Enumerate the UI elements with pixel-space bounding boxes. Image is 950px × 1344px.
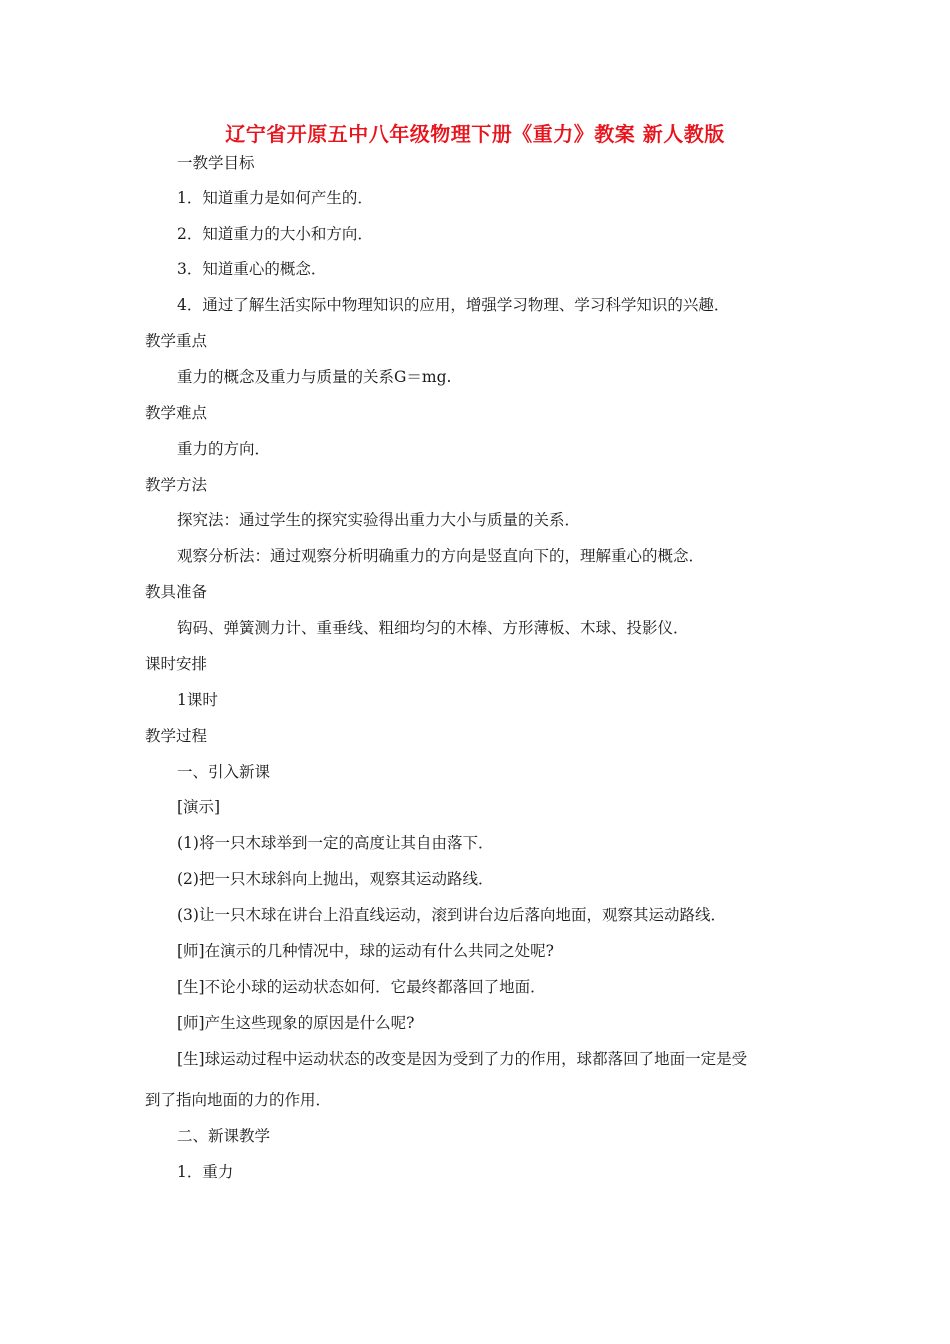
process-line: 1．重力 [177, 1163, 234, 1181]
process-line: 到了指向地面的力的作用． [145, 1091, 332, 1109]
process-heading: 教学过程 [145, 727, 208, 745]
difficulties-heading: 教学难点 [145, 404, 208, 422]
key-points-text: 重力的概念及重力与质量的关系G＝mg. [177, 368, 452, 386]
methods-heading: 教学方法 [145, 476, 208, 494]
process-line: (1)将一只木球举到一定的高度让其自由落下． [177, 834, 494, 852]
tools-text: 钩码、弹簧测力计、重垂线、粗细均匀的木棒、方形薄板、木球、投影仪． [177, 619, 689, 637]
document-title: 辽宁省开原五中八年级物理下册《重力》教案 新人教版 [225, 122, 725, 146]
process-line: [师]在演示的几种情况中，球的运动有什么共同之处呢? [177, 942, 554, 960]
schedule-text: 1课时 [177, 691, 218, 709]
process-line: 一、引入新课 [177, 763, 271, 781]
process-line: (2)把一只木球斜向上抛出，观察其运动路线． [177, 870, 494, 888]
objective-item: 2．知道重力的大小和方向． [177, 225, 373, 243]
key-points-heading: 教学重点 [145, 332, 208, 350]
method-item: 探究法：通过学生的探究实验得出重力大小与质量的关系． [177, 511, 581, 529]
process-line: (3)让一只木球在讲台上沿直线运动，滚到讲台边后落向地面，观察其运动路线． [177, 906, 726, 924]
objectives-heading: 一教学目标 [177, 154, 255, 172]
objective-item: 4．通过了解生活实际中物理知识的应用，增强学习物理、学习科学知识的兴趣． [177, 296, 730, 314]
process-line: [生]球运动过程中运动状态的改变是因为受到了力的作用，球都落回了地面一定是受 [177, 1050, 748, 1068]
schedule-heading: 课时安排 [145, 655, 208, 673]
process-line: [生]不论小球的运动状态如何．它最终都落回了地面． [177, 978, 546, 996]
process-line: 二、新课教学 [177, 1127, 271, 1145]
process-line: [演示] [177, 798, 221, 816]
difficulties-text: 重力的方向． [177, 440, 271, 458]
process-line: [师]产生这些现象的原因是什么呢? [177, 1014, 415, 1032]
tools-heading: 教具准备 [145, 583, 208, 601]
objective-item: 3．知道重心的概念． [177, 260, 327, 278]
method-item: 观察分析法：通过观察分析明确重力的方向是竖直向下的，理解重心的概念． [177, 547, 705, 565]
objective-item: 1．知道重力是如何产生的． [177, 189, 373, 207]
